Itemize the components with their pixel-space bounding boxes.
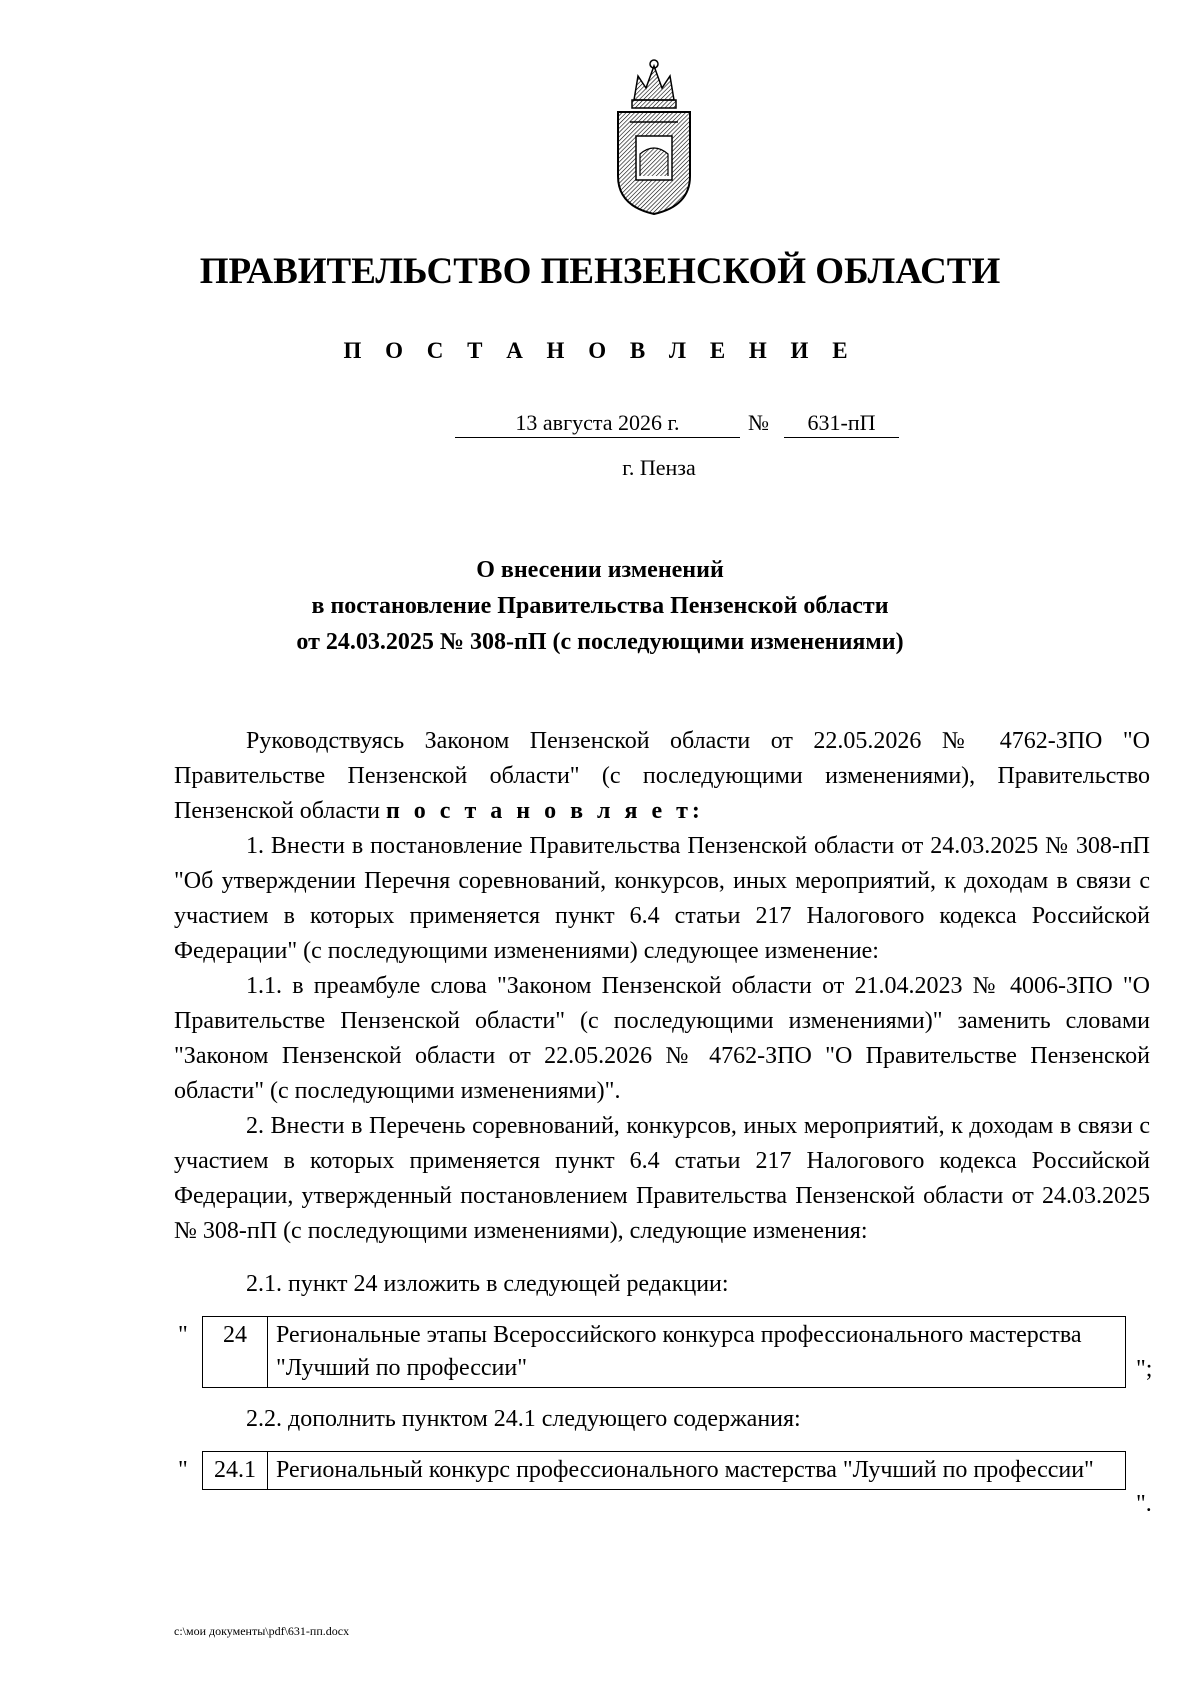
document-body [174, 724, 1153, 1523]
paragraph-2-1: 2.1. пункт 24 изложить в следующей редакции: [246, 1271, 729, 1297]
quote-close: ". [1136, 1491, 1152, 1517]
table-row [203, 1317, 1126, 1388]
amendment-table-2 [174, 1451, 1150, 1523]
item-number: 24.1 [203, 1452, 268, 1490]
paragraph-2-2: 2.2. дополнить пунктом 24.1 следующего содержания: [246, 1406, 801, 1432]
amendment-table [202, 1451, 1126, 1490]
subject-line: от 24.03.2025 № 308-пП (с последующими изменениями) [296, 629, 904, 655]
intro-text: Руководствуясь Законом Пензенской области от 22.05.2026 № 4762-ЗПО "О Правительстве Пензенской области" (с последующими изменениями), Правительство Пензенской области [174, 728, 1150, 824]
date-number-line [0, 410, 1200, 440]
quote-close: "; [1136, 1356, 1153, 1382]
table-row [203, 1452, 1126, 1490]
paragraph-1: 1. Внести в постановление Правительства Пензенской области от 24.03.2025 № 308-пП "Об утверждении Перечня соревнований, конкурсов, иных мероприятий, к доходам в связи с участием в которых применяется пункт 6.4 статьи 217 Налогового кодекса Российской Федерации" (с последующими изменениями) следующее изменение: [174, 833, 1150, 964]
subject-line: О внесении изменений [476, 557, 724, 583]
document-type: П О С Т А Н О В Л Е Н И Е [343, 338, 857, 363]
document-subject [0, 552, 1200, 660]
document-number: 631-пП [784, 410, 899, 438]
document-date: 13 августа 2026 г. [455, 410, 740, 438]
organization-title: ПРАВИТЕЛЬСТВО ПЕНЗЕНСКОЙ ОБЛАСТИ [199, 251, 1001, 292]
intro-paragraph [174, 724, 1150, 829]
file-path-footer: c:\мои документы\pdf\631-пп.docx [174, 1624, 350, 1638]
number-sign: № [748, 410, 769, 435]
quote-open: " [178, 1457, 188, 1483]
item-text: Региональный конкурс профессионального мастерства "Лучший по профессии" [268, 1452, 1126, 1490]
amendment-table [202, 1316, 1126, 1388]
paragraph-2: 2. Внести в Перечень соревнований, конкурсов, иных мероприятий, к доходам в связи с участием в которых применяется пункт 6.4 статьи 217 Налогового кодекса Российской Федерации, утвержденный постановлением Правительства Пензенской области от 24.03.2025 № 308-пП (с последующими изменениями), следующие изменения: [174, 1113, 1150, 1244]
city: г. Пенза [622, 455, 696, 480]
amendment-table-1 [174, 1316, 1153, 1388]
subject-line: в постановление Правительства Пензенской области [311, 593, 889, 619]
item-text: Региональные этапы Всероссийского конкурса профессионального мастерства "Лучший по профессии" [268, 1317, 1126, 1388]
paragraph-1-1: 1.1. в преамбуле слова "Законом Пензенской области от 21.04.2023 № 4006-ЗПО "О Правительстве Пензенской области" (с последующими изменениями)" заменить словами "Законом Пензенской области от 22.05.2026 № 4762-ЗПО "О Правительстве Пензенской области" (с последующими изменениями)". [174, 973, 1150, 1104]
item-number: 24 [203, 1317, 268, 1388]
quote-open: " [178, 1322, 188, 1348]
coat-of-arms-emblem [604, 58, 704, 218]
resolves-word: п о с т а н о в л я е т: [385, 798, 704, 824]
